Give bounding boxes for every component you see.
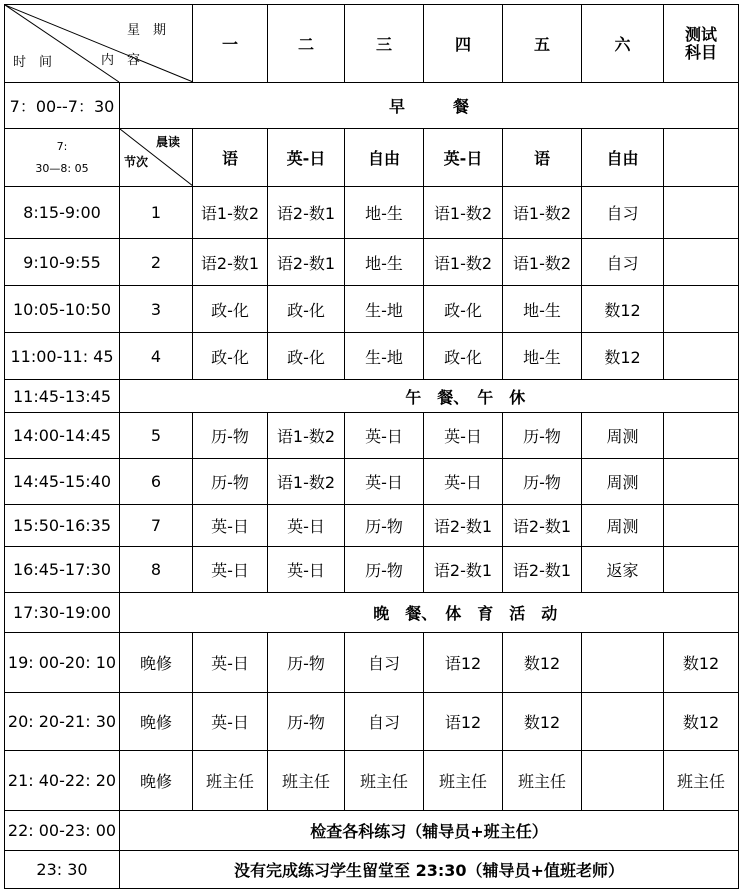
class-cell: 英-日 bbox=[268, 505, 345, 547]
morning-time-line2: 30—8: 05 bbox=[35, 161, 89, 175]
period-number: 8 bbox=[120, 547, 193, 593]
period-number: 5 bbox=[120, 413, 193, 459]
class-cell: 政-化 bbox=[424, 333, 503, 380]
morning-subject bbox=[664, 129, 739, 187]
class-cell bbox=[664, 459, 739, 505]
class-cell: 语1-数2 bbox=[503, 239, 582, 286]
header-row bbox=[5, 5, 739, 83]
evening-row bbox=[5, 751, 739, 811]
corner-diagonal-lines bbox=[5, 5, 193, 82]
class-cell: 语2-数1 bbox=[268, 187, 345, 239]
header-corner bbox=[5, 5, 193, 83]
dinner-row-time: 17:30-19:00 bbox=[5, 593, 120, 633]
morning-reading-row bbox=[5, 129, 739, 187]
class-cell: 语2-数1 bbox=[503, 547, 582, 593]
class-cell: 政-化 bbox=[268, 286, 345, 333]
period-number: 4 bbox=[120, 333, 193, 380]
final-row-time: 23: 30 bbox=[5, 851, 120, 889]
morning-reading-time bbox=[5, 129, 120, 187]
final-row-label: 没有完成练习学生留堂至 23:30（辅导员+值班老师） bbox=[120, 851, 739, 889]
class-cell: 政-化 bbox=[268, 333, 345, 380]
corner-week-label: 星 期 bbox=[127, 23, 167, 38]
period-time: 11:00-11: 45 bbox=[5, 333, 120, 380]
class-cell: 生-地 bbox=[345, 286, 424, 333]
class-cell bbox=[664, 239, 739, 286]
period-time: 20: 20-21: 30 bbox=[5, 693, 120, 751]
lunch-row-time: 11:45-13:45 bbox=[5, 380, 120, 413]
morning-corner-bottom: 节次 bbox=[124, 155, 149, 169]
period-number: 2 bbox=[120, 239, 193, 286]
check-row-label: 检查各科练习（辅导员+班主任） bbox=[120, 811, 739, 851]
period-row bbox=[5, 187, 739, 239]
morning-subject: 自由 bbox=[345, 129, 424, 187]
evening-row bbox=[5, 633, 739, 693]
class-cell: 语2-数1 bbox=[503, 505, 582, 547]
class-cell: 自习 bbox=[582, 239, 664, 286]
period-row bbox=[5, 547, 739, 593]
class-cell: 生-地 bbox=[345, 333, 424, 380]
morning-subject: 英-日 bbox=[268, 129, 345, 187]
class-cell: 英-日 bbox=[193, 547, 268, 593]
period-number: 6 bbox=[120, 459, 193, 505]
class-cell: 历-物 bbox=[345, 505, 424, 547]
final-row bbox=[5, 851, 739, 889]
class-cell: 班主任 bbox=[345, 751, 424, 811]
class-cell: 数12 bbox=[664, 693, 739, 751]
class-cell: 地-生 bbox=[503, 286, 582, 333]
period-number: 晚修 bbox=[120, 751, 193, 811]
class-cell: 语1-数2 bbox=[268, 459, 345, 505]
class-cell bbox=[664, 286, 739, 333]
class-cell: 返家 bbox=[582, 547, 664, 593]
dinner-row-blank bbox=[120, 593, 193, 633]
class-cell: 数12 bbox=[664, 633, 739, 693]
breakfast-label: 早 餐 bbox=[120, 83, 739, 129]
period-number: 1 bbox=[120, 187, 193, 239]
class-cell bbox=[582, 751, 664, 811]
period-time: 19: 00-20: 10 bbox=[5, 633, 120, 693]
class-cell: 英-日 bbox=[345, 459, 424, 505]
period-row bbox=[5, 459, 739, 505]
class-cell: 班主任 bbox=[193, 751, 268, 811]
class-cell: 地-生 bbox=[345, 187, 424, 239]
morning-subject: 语 bbox=[193, 129, 268, 187]
day-5: 五 bbox=[503, 5, 582, 83]
period-time: 21: 40-22: 20 bbox=[5, 751, 120, 811]
class-cell bbox=[664, 547, 739, 593]
morning-time-line1: 7: bbox=[56, 139, 68, 153]
class-cell bbox=[664, 413, 739, 459]
period-row bbox=[5, 333, 739, 380]
class-cell: 政-化 bbox=[193, 286, 268, 333]
period-number: 晚修 bbox=[120, 693, 193, 751]
class-cell: 语2-数1 bbox=[268, 239, 345, 286]
period-time: 16:45-17:30 bbox=[5, 547, 120, 593]
class-cell: 历-物 bbox=[193, 459, 268, 505]
class-cell: 语1-数2 bbox=[424, 239, 503, 286]
period-number: 晚修 bbox=[120, 633, 193, 693]
class-cell: 地-生 bbox=[345, 239, 424, 286]
class-cell: 自习 bbox=[345, 693, 424, 751]
lunch-row-blank bbox=[120, 380, 193, 413]
class-cell: 历-物 bbox=[268, 633, 345, 693]
class-cell: 历-物 bbox=[268, 693, 345, 751]
class-cell: 语1-数2 bbox=[268, 413, 345, 459]
timetable bbox=[4, 4, 739, 889]
class-cell: 英-日 bbox=[268, 547, 345, 593]
class-cell: 语1-数2 bbox=[424, 187, 503, 239]
class-cell bbox=[664, 187, 739, 239]
class-cell: 地-生 bbox=[503, 333, 582, 380]
class-cell: 历-物 bbox=[193, 413, 268, 459]
class-cell bbox=[582, 693, 664, 751]
day-4: 四 bbox=[424, 5, 503, 83]
period-number: 7 bbox=[120, 505, 193, 547]
class-cell: 数12 bbox=[582, 333, 664, 380]
period-row bbox=[5, 286, 739, 333]
period-time: 14:45-15:40 bbox=[5, 459, 120, 505]
day-1: 一 bbox=[193, 5, 268, 83]
class-cell: 历-物 bbox=[345, 547, 424, 593]
dinner-row bbox=[5, 593, 739, 633]
period-time: 14:00-14:45 bbox=[5, 413, 120, 459]
class-cell: 班主任 bbox=[424, 751, 503, 811]
class-cell: 语1-数2 bbox=[503, 187, 582, 239]
class-cell: 语1-数2 bbox=[193, 187, 268, 239]
lunch-row bbox=[5, 380, 739, 413]
class-cell: 英-日 bbox=[193, 693, 268, 751]
period-time: 10:05-10:50 bbox=[5, 286, 120, 333]
day-6: 六 bbox=[582, 5, 664, 83]
class-cell: 班主任 bbox=[268, 751, 345, 811]
class-cell: 语12 bbox=[424, 633, 503, 693]
class-cell: 历-物 bbox=[503, 413, 582, 459]
class-cell bbox=[664, 505, 739, 547]
morning-subject: 自由 bbox=[582, 129, 664, 187]
check-row-time: 22: 00-23: 00 bbox=[5, 811, 120, 851]
class-cell: 政-化 bbox=[193, 333, 268, 380]
day-3: 三 bbox=[345, 5, 424, 83]
evening-row bbox=[5, 693, 739, 751]
class-cell: 语2-数1 bbox=[424, 547, 503, 593]
period-time: 15:50-16:35 bbox=[5, 505, 120, 547]
check-row bbox=[5, 811, 739, 851]
corner-time-label: 时 间 bbox=[13, 55, 53, 70]
class-cell: 历-物 bbox=[503, 459, 582, 505]
period-row bbox=[5, 413, 739, 459]
class-cell: 语2-数1 bbox=[424, 505, 503, 547]
class-cell: 数12 bbox=[582, 286, 664, 333]
period-row bbox=[5, 505, 739, 547]
corner-content-label: 内 容 bbox=[101, 53, 141, 68]
breakfast-time: 7：00--7：30 bbox=[5, 83, 120, 129]
class-cell: 班主任 bbox=[503, 751, 582, 811]
dinner-row-label: 晚 餐、 体 育 活 动 bbox=[193, 593, 739, 633]
class-cell: 英-日 bbox=[193, 633, 268, 693]
period-row bbox=[5, 239, 739, 286]
test-subject-header: 测试 科目 bbox=[664, 5, 739, 83]
morning-reading-corner bbox=[120, 129, 193, 187]
class-cell: 周测 bbox=[582, 413, 664, 459]
class-cell: 周测 bbox=[582, 505, 664, 547]
class-cell: 班主任 bbox=[664, 751, 739, 811]
period-time: 9:10-9:55 bbox=[5, 239, 120, 286]
class-cell: 英-日 bbox=[424, 459, 503, 505]
class-cell: 语2-数1 bbox=[193, 239, 268, 286]
class-cell: 政-化 bbox=[424, 286, 503, 333]
class-cell: 英-日 bbox=[424, 413, 503, 459]
class-cell: 数12 bbox=[503, 693, 582, 751]
class-cell: 自习 bbox=[582, 187, 664, 239]
class-cell bbox=[582, 633, 664, 693]
day-2: 二 bbox=[268, 5, 345, 83]
class-cell: 周测 bbox=[582, 459, 664, 505]
class-cell bbox=[664, 333, 739, 380]
class-cell: 英-日 bbox=[193, 505, 268, 547]
class-cell: 英-日 bbox=[345, 413, 424, 459]
breakfast-row bbox=[5, 83, 739, 129]
morning-subject: 语 bbox=[503, 129, 582, 187]
period-number: 3 bbox=[120, 286, 193, 333]
class-cell: 语12 bbox=[424, 693, 503, 751]
period-time: 8:15-9:00 bbox=[5, 187, 120, 239]
morning-corner-top: 晨读 bbox=[156, 135, 181, 149]
class-cell: 数12 bbox=[503, 633, 582, 693]
morning-subject: 英-日 bbox=[424, 129, 503, 187]
class-cell: 自习 bbox=[345, 633, 424, 693]
lunch-row-label: 午 餐、 午 休 bbox=[193, 380, 739, 413]
